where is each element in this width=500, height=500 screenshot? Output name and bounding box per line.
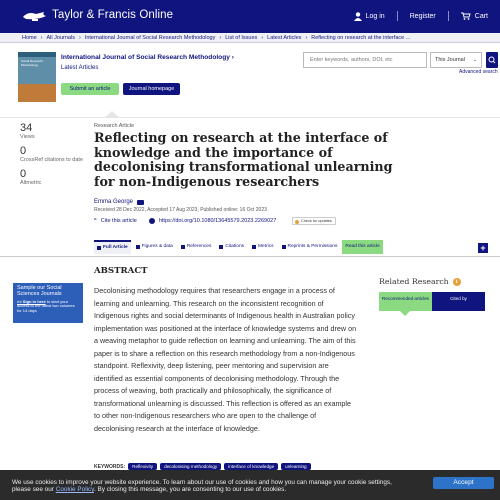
user-icon (354, 12, 362, 21)
list-icon (181, 245, 185, 249)
related-tabs (379, 292, 485, 311)
abstract-text: Decolonising methodology requires that researchers engage in a process of learning and unlearning. This research on the inconsistent recognition of Indigenous rights and social determinants of Indigenous health in Australian policy implementation was positioned at the interface of knowledge systems and drew on a weaving metaphor to guide reflection on learning and unlearning. The aim of this paper is to share a reflection on this research methodology from a non-Indigenous standpoint. Reflexivity, deep listening, peer mentoring and supervision are identified as essential components of decolonising methodology. Through the process of weaving, both practically and philosophically, the significance of transformational unlearning is discussed. This reflection is offered as an example to other non-Indigenous researchers who are open to the challenge of decolonising research at the interface of knowledge. (94, 286, 357, 434)
logo-text: Taylor & Francis Online (52, 9, 174, 21)
metric-label: Altmetric (20, 180, 42, 187)
article-metrics (20, 122, 90, 191)
citation-row (94, 218, 276, 224)
register-link[interactable] (410, 13, 436, 20)
tab-label: Read this article (345, 244, 380, 249)
keyword-chip[interactable]: Reflexivity (128, 463, 157, 470)
divider (0, 256, 500, 257)
keyword-chip[interactable]: interface of knowledge (224, 463, 278, 470)
quote-icon: “ (94, 218, 97, 224)
chevron-down-icon: ⌄ (472, 57, 477, 63)
journal-title[interactable]: International Journal of Social Research Methodology › (61, 54, 234, 61)
author[interactable] (94, 199, 144, 205)
tab-figures[interactable] (133, 240, 176, 254)
logo[interactable] (22, 8, 173, 22)
tab-label: Metrics (258, 244, 274, 249)
metric-label: CrossRef citations to date (20, 157, 83, 164)
tab-label: References (186, 244, 212, 249)
sample-title: Sample our Social Sciences Journals (17, 285, 62, 298)
advanced-search-link[interactable]: Advanced search (459, 69, 498, 75)
article-dates: Received 28 Dec 2022, Accepted 17 Aug 2023, Published online: 16 Oct 2023 (94, 207, 267, 213)
journal-cover[interactable] (18, 52, 56, 102)
tab-reprints[interactable] (279, 240, 341, 254)
register-label: Register (409, 12, 436, 20)
envelope-icon[interactable] (137, 200, 144, 205)
keywords (94, 463, 311, 470)
cart-label: Cart (474, 12, 488, 20)
cookie-policy-link[interactable]: Cookie Policy (55, 486, 94, 493)
cover-title: Social Research Methodology (21, 59, 43, 67)
share-plus-button[interactable]: + (478, 243, 488, 253)
article-tabs (94, 240, 383, 254)
tab-full-article[interactable] (94, 240, 131, 254)
doi-link[interactable]: https://doi.org/10.1080/13645579.2023.2269027 (158, 218, 277, 224)
sample-signin-link[interactable]: >> Sign in here (17, 298, 46, 304)
breadcrumb-journal[interactable]: International Journal of Social Research Methodology (84, 34, 216, 41)
journal-subtitle[interactable]: Latest Articles (61, 65, 99, 71)
abstract-heading: ABSTRACT (94, 266, 148, 276)
sample-rest: to start your access to the latest two volumes for 14 days (17, 298, 75, 314)
breadcrumb-all-journals[interactable]: All Journals (46, 34, 75, 41)
metric-value: 34 (20, 122, 33, 134)
tab-recommended[interactable]: Recommended articles (379, 292, 432, 311)
info-icon[interactable]: i (453, 278, 461, 286)
tab-label: Reprints & Permissions (287, 244, 338, 249)
tab-metrics[interactable] (249, 240, 276, 254)
related-title: Related Research (379, 277, 449, 286)
divider (448, 11, 449, 21)
metric-label: Views (20, 134, 35, 140)
cookie-text-2: please see our Cookie Policy. By closing this message, you are consenting to our use of cookies. (12, 486, 287, 493)
quote-icon (219, 245, 223, 249)
tab-citations[interactable] (216, 240, 247, 254)
search-scope-value: This Journal (435, 57, 465, 63)
tab-pointer (400, 311, 410, 316)
doi-icon (149, 218, 155, 224)
article-type: Research Article (94, 123, 135, 129)
divider (0, 117, 500, 118)
check-for-updates-badge[interactable]: Check for updates (292, 217, 336, 225)
journal-homepage-button[interactable]: Journal homepage (123, 83, 180, 95)
divider-notch (104, 111, 120, 118)
cover-art (18, 84, 56, 102)
sample-text (17, 300, 79, 314)
metric-value: 0 (20, 145, 27, 158)
metric-crossref (20, 145, 90, 164)
tab-label: Full Article (103, 245, 128, 250)
accept-cookies-button[interactable]: Accept (433, 477, 494, 489)
divider (397, 11, 398, 21)
login-link[interactable] (354, 12, 385, 21)
chevron-right-icon: › (219, 34, 222, 41)
login-label: Log in (365, 12, 385, 20)
cart-icon (461, 12, 471, 20)
metric-value: 0 (20, 168, 27, 181)
breadcrumb-current: Reflecting on research at the interface ... (311, 34, 411, 41)
submit-article-button[interactable]: Submit an article (61, 83, 119, 95)
tab-references[interactable] (178, 240, 215, 254)
metric-altmetric (20, 168, 90, 187)
cart-link[interactable] (461, 12, 488, 20)
search-input[interactable]: Enter keywords, authors, DOI, etc (303, 52, 427, 68)
author-name: Emma George (94, 199, 134, 205)
keyword-chip[interactable]: decolonising methodology (160, 463, 221, 470)
bar-chart-icon (252, 245, 256, 249)
search-icon (486, 52, 498, 68)
article-title: Reflecting on research at the interface of knowledge and the importance of decolonising transformational unlearning for non-Indigenous researchers (94, 130, 393, 189)
breadcrumb (0, 33, 500, 43)
image-icon (136, 245, 140, 249)
lamp-logo-icon (22, 8, 48, 22)
document-icon (97, 246, 101, 250)
site-header (0, 0, 500, 33)
account-links (342, 11, 488, 21)
tab-cited-by[interactable]: Cited by (432, 292, 485, 311)
print-icon (282, 245, 286, 249)
sample-journals-banner[interactable] (13, 283, 83, 323)
cite-article-link[interactable]: Cite this article (100, 218, 137, 224)
cookie-banner (0, 470, 500, 500)
keywords-label: KEYWORDS: (94, 463, 126, 470)
tab-label: Citations (225, 244, 245, 249)
breadcrumb-home[interactable]: Home (22, 34, 37, 41)
metric-views (20, 122, 90, 141)
chevron-right-icon: › (261, 34, 264, 41)
breadcrumb-issues[interactable]: List of Issues (225, 34, 258, 41)
chevron-right-icon: › (40, 34, 43, 41)
chevron-right-icon: › (78, 34, 81, 41)
breadcrumb-latest[interactable]: Latest Articles (267, 34, 302, 41)
chevron-right-icon: › (305, 34, 308, 41)
cookie-text: We use cookies to improve your website experience. To learn about our use of cookies and how you can manage your cookie settings, (12, 479, 392, 486)
search-button[interactable] (486, 52, 498, 68)
related-research-heading (379, 277, 461, 286)
keyword-chip[interactable]: unlearning (281, 463, 310, 470)
search-scope-select[interactable] (430, 52, 482, 68)
tab-label: Figures & data (141, 244, 173, 249)
tab-read-article[interactable] (342, 240, 382, 254)
